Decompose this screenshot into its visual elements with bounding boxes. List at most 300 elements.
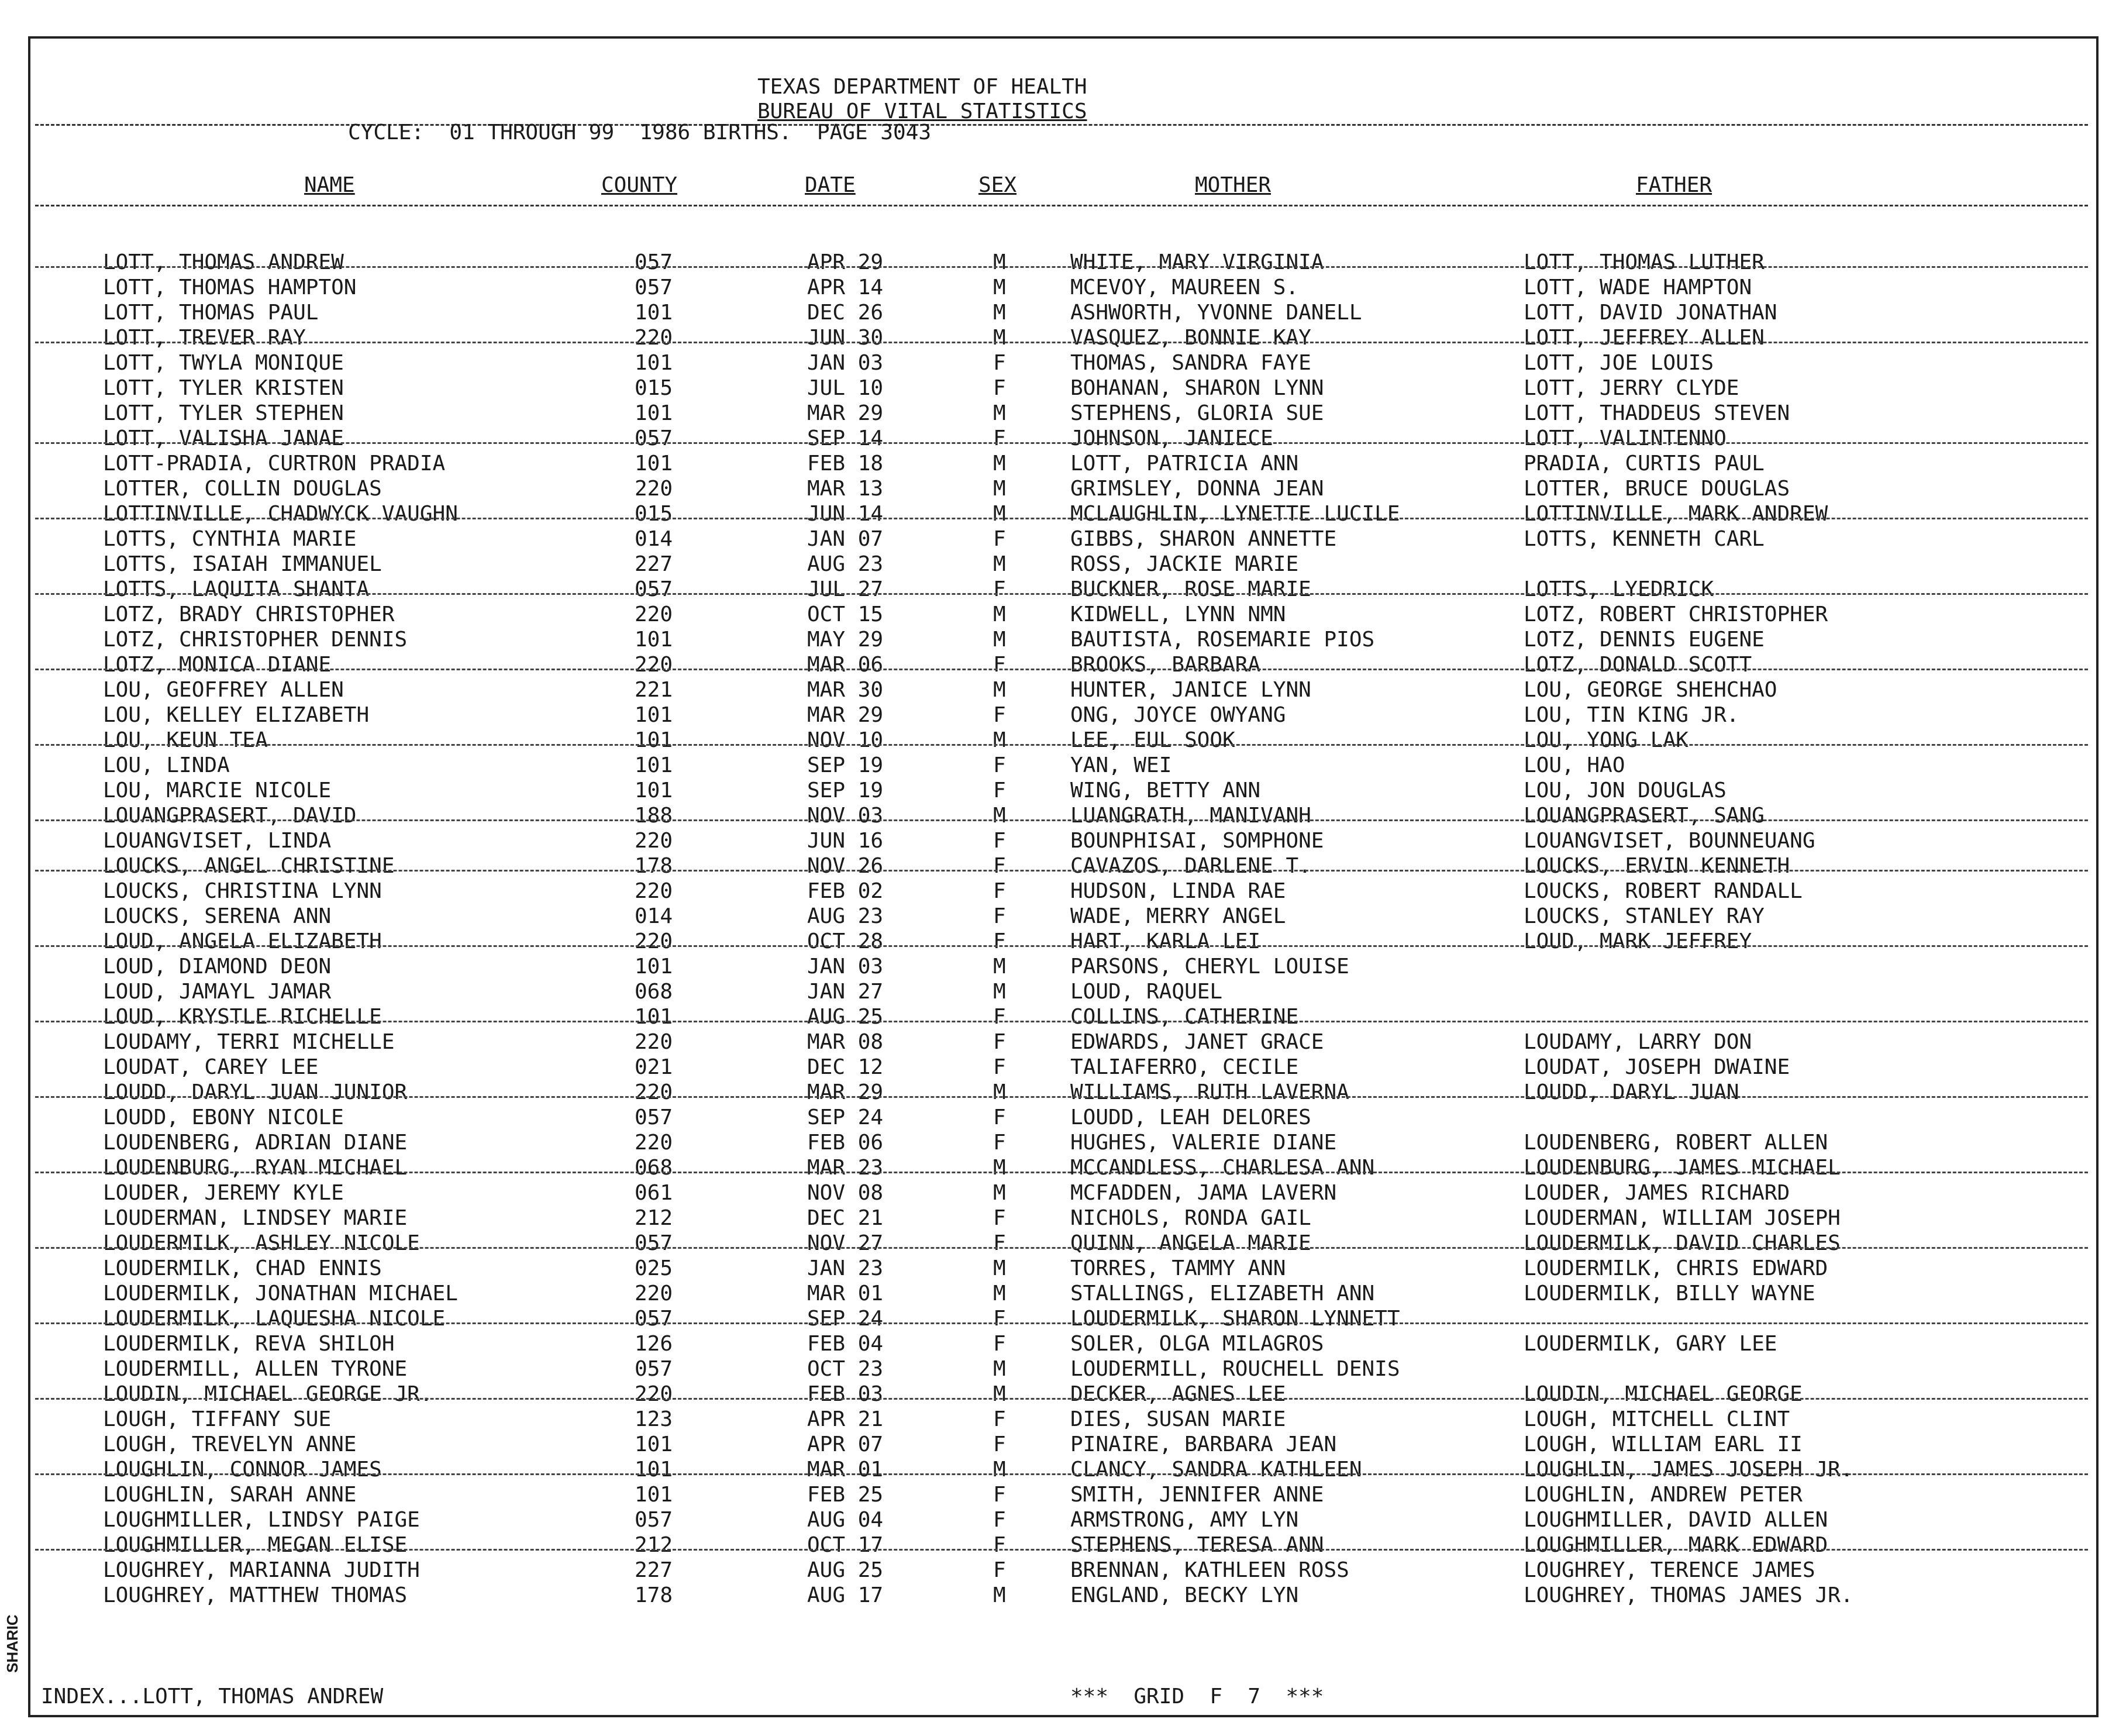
record-county: 101 bbox=[635, 1483, 673, 1507]
table-row bbox=[0, 1231, 2126, 1256]
record-county: 220 bbox=[635, 602, 673, 626]
table-row bbox=[0, 954, 2126, 979]
record-name: LOUDENBERG, ADRIAN DIANE bbox=[103, 1131, 408, 1155]
record-date: APR 29 bbox=[807, 250, 884, 274]
table-row bbox=[0, 275, 2126, 300]
record-county: 015 bbox=[635, 376, 673, 400]
record-mother: WADE, MERRY ANGEL bbox=[1070, 904, 1286, 928]
table-row bbox=[0, 426, 2126, 451]
table-row bbox=[0, 1004, 2126, 1029]
record-mother: VASQUEZ, BONNIE KAY bbox=[1070, 326, 1311, 350]
column-header-mother: MOTHER bbox=[1195, 173, 1272, 197]
record-name: LOTT, VALISHA JANAE bbox=[103, 426, 344, 450]
record-sex: M bbox=[993, 1382, 1006, 1406]
record-county: 221 bbox=[635, 678, 673, 702]
record-sex: M bbox=[993, 1156, 1006, 1180]
record-sex: F bbox=[993, 376, 1006, 400]
record-county: 220 bbox=[635, 653, 673, 677]
record-sex: F bbox=[993, 753, 1006, 777]
record-mother: ENGLAND, BECKY LYN bbox=[1070, 1583, 1299, 1607]
record-county: 220 bbox=[635, 1382, 673, 1406]
record-sex: F bbox=[993, 1332, 1006, 1356]
record-father: LOTTS, LYEDRICK bbox=[1524, 577, 1714, 601]
record-father: LOUDENBERG, ROBERT ALLEN bbox=[1524, 1131, 1828, 1155]
record-sex: F bbox=[993, 1307, 1006, 1331]
cycle-line: CYCLE: 01 THROUGH 99 1986 BIRTHS. PAGE 3043 bbox=[348, 120, 931, 144]
record-mother: COLLINS, CATHERINE bbox=[1070, 1005, 1299, 1029]
record-mother: MCFADDEN, JAMA LAVERN bbox=[1070, 1181, 1337, 1205]
record-father: PRADIA, CURTIS PAUL bbox=[1524, 452, 1765, 476]
record-sex: M bbox=[993, 275, 1006, 299]
record-county: 068 bbox=[635, 1156, 673, 1180]
record-mother: JOHNSON, JANIECE bbox=[1070, 426, 1273, 450]
record-mother: TORRES, TAMMY ANN bbox=[1070, 1256, 1286, 1280]
record-name: LOUGH, TIFFANY SUE bbox=[103, 1407, 332, 1431]
table-row bbox=[0, 1356, 2126, 1382]
record-name: LOUGHLIN, SARAH ANNE bbox=[103, 1483, 357, 1507]
record-mother: DECKER, AGNES LEE bbox=[1070, 1382, 1286, 1406]
record-county: 227 bbox=[635, 1558, 673, 1582]
record-date: JAN 23 bbox=[807, 1256, 884, 1280]
record-name: LOUDERMAN, LINDSEY MARIE bbox=[103, 1206, 408, 1230]
record-father: LOUGHMILLER, MARK EDWARD bbox=[1524, 1533, 1828, 1557]
record-father: LOUANGPRASERT, SANG bbox=[1524, 804, 1765, 828]
record-date: OCT 15 bbox=[807, 602, 884, 626]
record-county: 101 bbox=[635, 1458, 673, 1482]
record-county: 057 bbox=[635, 275, 673, 299]
record-name: LOUGHMILLER, MEGAN ELISE bbox=[103, 1533, 408, 1557]
table-row bbox=[0, 929, 2126, 954]
record-county: 212 bbox=[635, 1533, 673, 1557]
record-father: LOTT, VALINTENNO bbox=[1524, 426, 1727, 450]
record-name: LOUDERMILK, ASHLEY NICOLE bbox=[103, 1231, 420, 1255]
record-county: 101 bbox=[635, 703, 673, 727]
record-county: 068 bbox=[635, 980, 673, 1004]
record-sex: M bbox=[993, 602, 1006, 626]
record-mother: PINAIRE, BARBARA JEAN bbox=[1070, 1432, 1337, 1456]
record-county: 220 bbox=[635, 1282, 673, 1306]
record-father: LOTT, DAVID JONATHAN bbox=[1524, 301, 1777, 325]
table-row bbox=[0, 1331, 2126, 1356]
record-name: LOUANGVISET, LINDA bbox=[103, 829, 332, 853]
record-date: NOV 08 bbox=[807, 1181, 884, 1205]
record-date: FEB 06 bbox=[807, 1131, 884, 1155]
record-father: LOTTINVILLE, MARK ANDREW bbox=[1524, 502, 1828, 526]
record-mother: LOUDERMILK, SHARON LYNNETT bbox=[1070, 1307, 1400, 1331]
record-county: 220 bbox=[635, 879, 673, 903]
record-father: LOU, HAO bbox=[1524, 753, 1625, 777]
record-mother: HUGHES, VALERIE DIANE bbox=[1070, 1131, 1337, 1155]
record-county: 025 bbox=[635, 1256, 673, 1280]
record-mother: KIDWELL, LYNN NMN bbox=[1070, 602, 1286, 626]
record-mother: MCEVOY, MAUREEN S. bbox=[1070, 275, 1299, 299]
record-name: LOTTER, COLLIN DOUGLAS bbox=[103, 477, 382, 501]
record-date: SEP 24 bbox=[807, 1307, 884, 1331]
record-name: LOTTS, LAQUITA SHANTA bbox=[103, 577, 370, 601]
table-row bbox=[0, 1457, 2126, 1482]
record-date: JUL 27 bbox=[807, 577, 884, 601]
record-name: LOTT-PRADIA, CURTRON PRADIA bbox=[103, 452, 446, 476]
record-father: LOUDER, JAMES RICHARD bbox=[1524, 1181, 1790, 1205]
table-row bbox=[0, 1130, 2126, 1155]
footer-index: INDEX...LOTT, THOMAS ANDREW bbox=[41, 1685, 384, 1709]
record-father: LOTZ, ROBERT CHRISTOPHER bbox=[1524, 602, 1828, 626]
footer-grid: *** GRID F 7 *** bbox=[1070, 1685, 1324, 1709]
record-father: LOUGHMILLER, DAVID ALLEN bbox=[1524, 1508, 1828, 1532]
record-mother: CAVAZOS, DARLENE T. bbox=[1070, 854, 1311, 878]
record-sex: F bbox=[993, 1105, 1006, 1129]
record-father: LOTT, JEFFREY ALLEN bbox=[1524, 326, 1765, 350]
record-sex: M bbox=[993, 804, 1006, 828]
record-date: FEB 25 bbox=[807, 1483, 884, 1507]
record-date: APR 07 bbox=[807, 1432, 884, 1456]
record-sex: M bbox=[993, 301, 1006, 325]
record-mother: STEPHENS, GLORIA SUE bbox=[1070, 401, 1324, 425]
record-date: SEP 14 bbox=[807, 426, 884, 450]
record-date: AUG 25 bbox=[807, 1558, 884, 1582]
record-date: AUG 04 bbox=[807, 1508, 884, 1532]
record-county: 178 bbox=[635, 1583, 673, 1607]
record-father: LOUDAMY, LARRY DON bbox=[1524, 1030, 1752, 1054]
table-row bbox=[0, 853, 2126, 879]
record-mother: CLANCY, SANDRA KATHLEEN bbox=[1070, 1458, 1362, 1482]
table-row bbox=[0, 702, 2126, 728]
table-row bbox=[0, 401, 2126, 426]
table-row bbox=[0, 1205, 2126, 1231]
record-father: LOTT, JERRY CLYDE bbox=[1524, 376, 1739, 400]
table-row bbox=[0, 879, 2126, 904]
record-date: MAR 13 bbox=[807, 477, 884, 501]
record-county: 101 bbox=[635, 1432, 673, 1456]
record-father: LOUCKS, ERVIN KENNETH bbox=[1524, 854, 1790, 878]
record-county: 220 bbox=[635, 477, 673, 501]
record-mother: QUINN, ANGELA MARIE bbox=[1070, 1231, 1311, 1255]
record-mother: LOTT, PATRICIA ANN bbox=[1070, 452, 1299, 476]
header-divider bbox=[35, 124, 2088, 126]
record-name: LOTZ, MONICA DIANE bbox=[103, 653, 332, 677]
record-sex: F bbox=[993, 1231, 1006, 1255]
table-row bbox=[0, 1256, 2126, 1281]
table-row bbox=[0, 1080, 2126, 1105]
record-name: LOU, KELLEY ELIZABETH bbox=[103, 703, 370, 727]
record-father: LOUDERMILK, BILLY WAYNE bbox=[1524, 1282, 1815, 1306]
table-row bbox=[0, 1407, 2126, 1432]
record-mother: BRENNAN, KATHLEEN ROSS bbox=[1070, 1558, 1349, 1582]
record-sex: F bbox=[993, 904, 1006, 928]
record-county: 220 bbox=[635, 326, 673, 350]
record-name: LOTT, TWYLA MONIQUE bbox=[103, 351, 344, 375]
table-row bbox=[0, 677, 2126, 702]
record-name: LOTTINVILLE, CHADWYCK VAUGHN bbox=[103, 502, 458, 526]
record-date: DEC 21 bbox=[807, 1206, 884, 1230]
record-date: DEC 26 bbox=[807, 301, 884, 325]
record-mother: THOMAS, SANDRA FAYE bbox=[1070, 351, 1311, 375]
record-date: JUN 30 bbox=[807, 326, 884, 350]
record-date: FEB 03 bbox=[807, 1382, 884, 1406]
record-county: 101 bbox=[635, 301, 673, 325]
record-name: LOUDIN, MICHAEL GEORGE JR. bbox=[103, 1382, 433, 1406]
record-name: LOU, GEOFFREY ALLEN bbox=[103, 678, 344, 702]
record-county: 101 bbox=[635, 628, 673, 652]
record-sex: F bbox=[993, 1533, 1006, 1557]
record-mother: BAUTISTA, ROSEMARIE PIOS bbox=[1070, 628, 1375, 652]
table-row bbox=[0, 552, 2126, 577]
record-sex: F bbox=[993, 1407, 1006, 1431]
record-mother: LOUD, RAQUEL bbox=[1070, 980, 1223, 1004]
record-mother: STALLINGS, ELIZABETH ANN bbox=[1070, 1282, 1375, 1306]
table-row bbox=[0, 728, 2126, 753]
table-row bbox=[0, 350, 2126, 376]
record-name: LOTTS, CYNTHIA MARIE bbox=[103, 527, 357, 551]
record-date: NOV 03 bbox=[807, 804, 884, 828]
record-sex: M bbox=[993, 1080, 1006, 1104]
record-sex: F bbox=[993, 1558, 1006, 1582]
record-mother: BOHANAN, SHARON LYNN bbox=[1070, 376, 1324, 400]
record-father: LOUDERMAN, WILLIAM JOSEPH bbox=[1524, 1206, 1841, 1230]
table-row bbox=[0, 1105, 2126, 1130]
record-sex: M bbox=[993, 1357, 1006, 1381]
table-row bbox=[0, 979, 2126, 1004]
record-mother: GIBBS, SHARON ANNETTE bbox=[1070, 527, 1337, 551]
record-county: 057 bbox=[635, 250, 673, 274]
record-mother: GRIMSLEY, DONNA JEAN bbox=[1070, 477, 1324, 501]
record-date: NOV 10 bbox=[807, 728, 884, 752]
record-sex: F bbox=[993, 426, 1006, 450]
record-date: MAR 30 bbox=[807, 678, 884, 702]
record-sex: F bbox=[993, 1432, 1006, 1456]
record-county: 057 bbox=[635, 1231, 673, 1255]
record-name: LOUDERMILK, CHAD ENNIS bbox=[103, 1256, 382, 1280]
record-sex: M bbox=[993, 250, 1006, 274]
record-county: 101 bbox=[635, 779, 673, 802]
record-name: LOUD, KRYSTLE RICHELLE bbox=[103, 1005, 382, 1029]
record-date: NOV 26 bbox=[807, 854, 884, 878]
table-row bbox=[0, 803, 2126, 828]
record-name: LOUDERMILK, REVA SHILOH bbox=[103, 1332, 395, 1356]
record-father: LOU, GEORGE SHEHCHAO bbox=[1524, 678, 1777, 702]
record-date: FEB 18 bbox=[807, 452, 884, 476]
record-name: LOUCKS, CHRISTINA LYNN bbox=[103, 879, 382, 903]
table-row bbox=[0, 1482, 2126, 1507]
record-sex: F bbox=[993, 527, 1006, 551]
record-date: JAN 03 bbox=[807, 955, 884, 979]
record-mother: STEPHENS, TERESA ANN bbox=[1070, 1533, 1324, 1557]
record-father: LOTT, THADDEUS STEVEN bbox=[1524, 401, 1790, 425]
record-father: LOTT, JOE LOUIS bbox=[1524, 351, 1714, 375]
record-sex: M bbox=[993, 628, 1006, 652]
table-row bbox=[0, 451, 2126, 476]
record-father: LOUGHREY, TERENCE JAMES bbox=[1524, 1558, 1815, 1582]
record-father: LOUDAT, JOSEPH DWAINE bbox=[1524, 1055, 1790, 1079]
record-father: LOTZ, DONALD SCOTT bbox=[1524, 653, 1752, 677]
record-name: LOUD, DIAMOND DEON bbox=[103, 955, 332, 979]
record-county: 014 bbox=[635, 904, 673, 928]
record-name: LOUGH, TREVELYN ANNE bbox=[103, 1432, 357, 1456]
record-date: AUG 23 bbox=[807, 552, 884, 576]
record-mother: NICHOLS, RONDA GAIL bbox=[1070, 1206, 1311, 1230]
record-mother: LUANGRATH, MANIVANH bbox=[1070, 804, 1311, 828]
record-county: 212 bbox=[635, 1206, 673, 1230]
record-sex: F bbox=[993, 929, 1006, 953]
record-sex: F bbox=[993, 1030, 1006, 1054]
record-date: AUG 23 bbox=[807, 904, 884, 928]
record-date: MAR 23 bbox=[807, 1156, 884, 1180]
record-county: 101 bbox=[635, 753, 673, 777]
record-date: NOV 27 bbox=[807, 1231, 884, 1255]
record-mother: WILLIAMS, RUTH LAVERNA bbox=[1070, 1080, 1349, 1104]
record-county: 220 bbox=[635, 929, 673, 953]
record-date: AUG 25 bbox=[807, 1005, 884, 1029]
record-county: 126 bbox=[635, 1332, 673, 1356]
record-sex: M bbox=[993, 477, 1006, 501]
record-father: LOUDIN, MICHAEL GEORGE bbox=[1524, 1382, 1803, 1406]
record-name: LOTT, TYLER KRISTEN bbox=[103, 376, 344, 400]
record-father: LOUDENBURG, JAMES MICHAEL bbox=[1524, 1156, 1841, 1180]
table-row bbox=[0, 1055, 2126, 1080]
record-name: LOUDER, JEREMY KYLE bbox=[103, 1181, 344, 1205]
record-name: LOUGHREY, MATTHEW THOMAS bbox=[103, 1583, 408, 1607]
record-father: LOTTS, KENNETH CARL bbox=[1524, 527, 1765, 551]
column-header-date: DATE bbox=[805, 173, 856, 197]
record-name: LOTTS, ISAIAH IMMANUEL bbox=[103, 552, 382, 576]
record-name: LOUDAT, CAREY LEE bbox=[103, 1055, 319, 1079]
record-date: JAN 27 bbox=[807, 980, 884, 1004]
record-county: 227 bbox=[635, 552, 673, 576]
record-sex: F bbox=[993, 1055, 1006, 1079]
table-row bbox=[0, 1532, 2126, 1558]
table-row bbox=[0, 476, 2126, 501]
side-label: SHARIC bbox=[4, 1614, 21, 1673]
table-row bbox=[0, 1507, 2126, 1532]
record-county: 057 bbox=[635, 1307, 673, 1331]
record-county: 101 bbox=[635, 1005, 673, 1029]
record-date: JAN 07 bbox=[807, 527, 884, 551]
record-name: LOUD, JAMAYL JAMAR bbox=[103, 980, 332, 1004]
record-sex: F bbox=[993, 1206, 1006, 1230]
record-sex: F bbox=[993, 1483, 1006, 1507]
record-mother: ASHWORTH, YVONNE DANELL bbox=[1070, 301, 1362, 325]
record-name: LOU, MARCIE NICOLE bbox=[103, 779, 332, 802]
column-header-county: COUNTY bbox=[601, 173, 678, 197]
record-name: LOUDAMY, TERRI MICHELLE bbox=[103, 1030, 395, 1054]
record-mother: WHITE, MARY VIRGINIA bbox=[1070, 250, 1324, 274]
record-name: LOUD, ANGELA ELIZABETH bbox=[103, 929, 382, 953]
record-date: FEB 04 bbox=[807, 1332, 884, 1356]
record-sex: M bbox=[993, 678, 1006, 702]
record-date: MAR 08 bbox=[807, 1030, 884, 1054]
bureau-title: BUREAU OF VITAL STATISTICS bbox=[757, 99, 1087, 123]
record-sex: F bbox=[993, 703, 1006, 727]
record-name: LOUCKS, ANGEL CHRISTINE bbox=[103, 854, 395, 878]
record-father: LOUGHREY, THOMAS JAMES JR. bbox=[1524, 1583, 1853, 1607]
record-date: SEP 19 bbox=[807, 753, 884, 777]
agency-title: TEXAS DEPARTMENT OF HEALTH bbox=[757, 75, 1087, 99]
record-mother: EDWARDS, JANET GRACE bbox=[1070, 1030, 1324, 1054]
column-header-father: FATHER bbox=[1636, 173, 1712, 197]
record-father: LOUGHLIN, JAMES JOSEPH JR. bbox=[1524, 1458, 1853, 1482]
record-name: LOTT, THOMAS HAMPTON bbox=[103, 275, 357, 299]
record-county: 101 bbox=[635, 452, 673, 476]
record-county: 101 bbox=[635, 955, 673, 979]
record-name: LOUDD, DARYL JUAN JUNIOR bbox=[103, 1080, 408, 1104]
record-county: 057 bbox=[635, 1105, 673, 1129]
table-row bbox=[0, 1382, 2126, 1407]
record-name: LOTT, THOMAS PAUL bbox=[103, 301, 319, 325]
record-sex: M bbox=[993, 552, 1006, 576]
record-sex: M bbox=[993, 1458, 1006, 1482]
record-date: MAR 29 bbox=[807, 1080, 884, 1104]
table-row bbox=[0, 1155, 2126, 1180]
table-row bbox=[0, 376, 2126, 401]
record-father: LOUDERMILK, DAVID CHARLES bbox=[1524, 1231, 1841, 1255]
record-mother: BUCKNER, ROSE MARIE bbox=[1070, 577, 1311, 601]
record-father: LOUGHLIN, ANDREW PETER bbox=[1524, 1483, 1803, 1507]
record-date: MAY 29 bbox=[807, 628, 884, 652]
record-mother: MCCANDLESS, CHARLESA ANN bbox=[1070, 1156, 1375, 1180]
record-sex: M bbox=[993, 401, 1006, 425]
record-father: LOUCKS, STANLEY RAY bbox=[1524, 904, 1765, 928]
record-name: LOUDENBURG, RYAN MICHAEL bbox=[103, 1156, 408, 1180]
record-name: LOTZ, CHRISTOPHER DENNIS bbox=[103, 628, 408, 652]
record-county: 220 bbox=[635, 829, 673, 853]
record-mother: SOLER, OLGA MILAGROS bbox=[1070, 1332, 1324, 1356]
record-sex: M bbox=[993, 452, 1006, 476]
record-father: LOUCKS, ROBERT RANDALL bbox=[1524, 879, 1803, 903]
record-father: LOTT, WADE HAMPTON bbox=[1524, 275, 1752, 299]
record-county: 220 bbox=[635, 1131, 673, 1155]
record-mother: HUNTER, JANICE LYNN bbox=[1070, 678, 1311, 702]
table-row bbox=[0, 904, 2126, 929]
record-name: LOUDD, EBONY NICOLE bbox=[103, 1105, 344, 1129]
record-date: SEP 24 bbox=[807, 1105, 884, 1129]
table-row bbox=[0, 1583, 2126, 1608]
record-sex: F bbox=[993, 653, 1006, 677]
record-name: LOUDERMILK, LAQUESHA NICOLE bbox=[103, 1307, 446, 1331]
record-father: LOUDERMILK, GARY LEE bbox=[1524, 1332, 1777, 1356]
record-mother: WING, BETTY ANN bbox=[1070, 779, 1261, 802]
record-father: LOTT, THOMAS LUTHER bbox=[1524, 250, 1765, 274]
record-date: MAR 01 bbox=[807, 1282, 884, 1306]
table-row bbox=[0, 1432, 2126, 1457]
record-county: 014 bbox=[635, 527, 673, 551]
table-row bbox=[0, 577, 2126, 602]
record-county: 057 bbox=[635, 577, 673, 601]
record-mother: ARMSTRONG, AMY LYN bbox=[1070, 1508, 1299, 1532]
record-date: APR 14 bbox=[807, 275, 884, 299]
record-county: 188 bbox=[635, 804, 673, 828]
record-date: JAN 03 bbox=[807, 351, 884, 375]
record-name: LOUANGPRASERT, DAVID bbox=[103, 804, 357, 828]
record-name: LOTT, THOMAS ANDREW bbox=[103, 250, 344, 274]
record-county: 015 bbox=[635, 502, 673, 526]
record-county: 101 bbox=[635, 401, 673, 425]
record-mother: BOUNPHISAI, SOMPHONE bbox=[1070, 829, 1324, 853]
record-county: 178 bbox=[635, 854, 673, 878]
record-date: OCT 28 bbox=[807, 929, 884, 953]
record-name: LOUCKS, SERENA ANN bbox=[103, 904, 332, 928]
record-father: LOUDD, DARYL JUAN bbox=[1524, 1080, 1739, 1104]
record-mother: PARSONS, CHERYL LOUISE bbox=[1070, 955, 1349, 979]
record-name: LOTZ, BRADY CHRISTOPHER bbox=[103, 602, 395, 626]
record-sex: F bbox=[993, 854, 1006, 878]
record-name: LOU, KEUN TEA bbox=[103, 728, 268, 752]
record-father: LOUDERMILK, CHRIS EDWARD bbox=[1524, 1256, 1828, 1280]
record-county: 021 bbox=[635, 1055, 673, 1079]
table-row bbox=[0, 250, 2126, 275]
table-row bbox=[0, 778, 2126, 803]
record-sex: M bbox=[993, 326, 1006, 350]
table-row bbox=[0, 627, 2126, 652]
